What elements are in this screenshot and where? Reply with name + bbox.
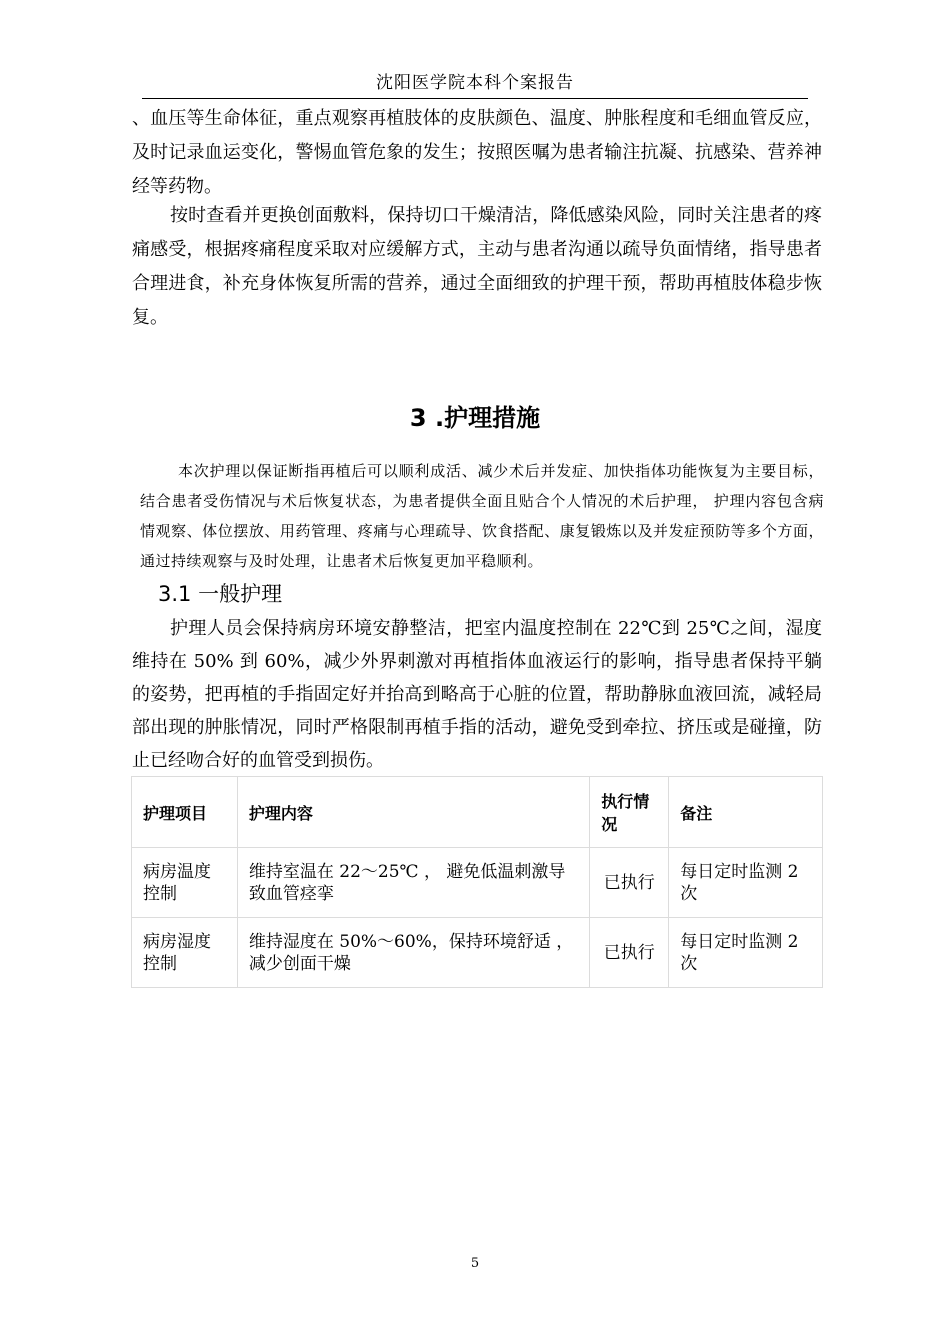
table-cell: 每日定时监测 2 次 xyxy=(669,918,823,988)
table-cell: 已执行 xyxy=(590,848,669,918)
table-cell: 每日定时监测 2 次 xyxy=(669,848,823,918)
table-header-cell: 护理内容 xyxy=(237,777,589,848)
section-title: 3 .护理措施 xyxy=(409,404,541,432)
table-header-cell: 执行情况 xyxy=(590,777,669,848)
table-cell: 病房湿度控制 xyxy=(132,918,238,988)
section-intro: 本次护理以保证断指再植后可以顺利成活、减少术后并发症、加快指体功能恢复为主要目标，结合患者受伤情况与术后恢复状态，为患者提供全面且贴合个人情况的术后护理， 护理内容包含病情观察、体位摆放、用药管理、疼痛与心理疏导、饮食搭配、康复锻炼以及并发症预防等多个方面，通过持续观察与及时处理，让患者术后恢复更加平稳顺利。 xyxy=(140,462,824,570)
table-row xyxy=(132,918,823,988)
table-row xyxy=(132,848,823,918)
table-cell: 已执行 xyxy=(590,918,669,988)
table-header-row xyxy=(132,777,823,848)
paragraph-wound-care: 按时查看并更换创面敷料，保持切口干燥清洁，降低感染风险，同时关注患者的疼痛感受，根据疼痛程度采取对应缓解方式，主动与患者沟通以疏导负面情绪，指导患者合理进食，补充身体恢复所需的营养，通过全面细致的护理干预，帮助再植肢体稳步恢复。 xyxy=(132,205,822,328)
subsection-title: 3.1 一般护理 xyxy=(158,582,283,606)
subsection-body: 护理人员会保持病房环境安静整洁，把室内温度控制在 22℃到 25℃之间，湿度维持在 50% 到 60%，减少外界刺激对再植指体血液运行的影响，指导患者保持平躺的姿势，把再植的手指固定好并抬高到略高于心脏的位置，帮助静脉血液回流，减轻局部出现的肿胀情况，同时严格限制再植手指的活动，避免受到牵拉、挤压或是碰撞，防止已经吻合好的血管受到损伤。 xyxy=(132,618,822,771)
table-cell: 维持湿度在 50%～60%，保持环境舒适 ， 减少创面干燥 xyxy=(237,918,589,988)
table-header-cell: 护理项目 xyxy=(132,777,238,848)
nursing-table xyxy=(131,776,823,988)
page-number: 5 xyxy=(470,1256,480,1271)
page-header: 沈阳医学院本科个案报告 xyxy=(142,68,808,99)
table-cell: 病房温度控制 xyxy=(132,848,238,918)
paragraph-vital-signs: 、血压等生命体征，重点观察再植肢体的皮肤颜色、温度、肿胀程度和毛细血管反应，及时记录血运变化，警惕血管危象的发生；按照医嘱为患者输注抗凝、抗感染、营养神经等药物。 xyxy=(132,108,822,197)
table-header-cell: 备注 xyxy=(669,777,823,848)
table-cell: 维持室温在 22～25℃ ， 避免低温刺激导致血管痉挛 xyxy=(237,848,589,918)
